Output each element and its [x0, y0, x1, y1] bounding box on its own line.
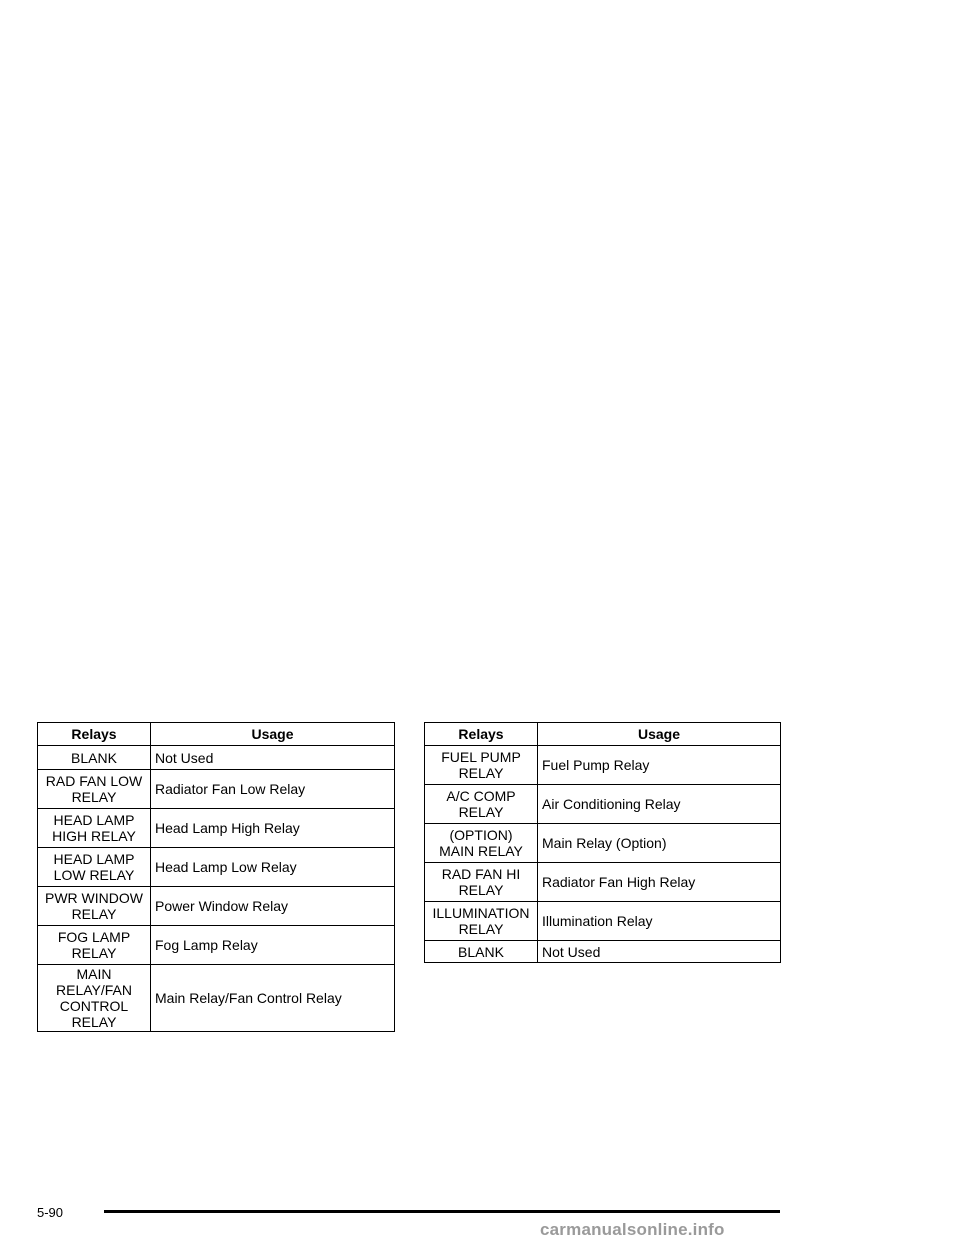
relay-name: FUEL PUMP RELAY — [425, 746, 538, 785]
relay-usage: Head Lamp High Relay — [151, 809, 395, 848]
relay-name: RAD FAN HI RELAY — [425, 863, 538, 902]
table-row — [425, 863, 781, 902]
table-header-row — [425, 723, 781, 746]
table-row — [425, 902, 781, 941]
relay-name: MAIN RELAY/FAN CONTROL RELAY — [38, 965, 151, 1032]
relay-name: BLANK — [425, 941, 538, 963]
relay-table-right — [424, 722, 781, 963]
relay-name: ILLUMINATION RELAY — [425, 902, 538, 941]
table-row — [425, 824, 781, 863]
table-row — [38, 887, 395, 926]
table-row — [38, 965, 395, 1032]
table-header-row — [38, 723, 395, 746]
page-number: 5-90 — [37, 1205, 64, 1220]
relay-usage: Not Used — [538, 941, 781, 963]
table-row — [38, 926, 395, 965]
relay-usage: Illumination Relay — [538, 902, 781, 941]
table-row — [38, 809, 395, 848]
relay-name: RAD FAN LOW RELAY — [38, 770, 151, 809]
table-row — [38, 746, 395, 770]
relay-name: PWR WINDOW RELAY — [38, 887, 151, 926]
header-relays: Relays — [38, 723, 151, 746]
table-row — [38, 848, 395, 887]
relay-name: HEAD LAMP LOW RELAY — [38, 848, 151, 887]
header-usage: Usage — [151, 723, 395, 746]
watermark[interactable]: carmanualsonline.info — [540, 1220, 725, 1239]
relay-usage: Fuel Pump Relay — [538, 746, 781, 785]
table-row — [38, 770, 395, 809]
footer-rule — [104, 1210, 780, 1213]
header-usage: Usage — [538, 723, 781, 746]
relay-name: A/C COMP RELAY — [425, 785, 538, 824]
header-relays: Relays — [425, 723, 538, 746]
relay-usage: Not Used — [151, 746, 395, 770]
table-row — [425, 941, 781, 963]
relay-usage: Radiator Fan High Relay — [538, 863, 781, 902]
relay-usage: Radiator Fan Low Relay — [151, 770, 395, 809]
table-row — [425, 746, 781, 785]
relay-usage: Main Relay (Option) — [538, 824, 781, 863]
table-row — [425, 785, 781, 824]
relay-usage: Head Lamp Low Relay — [151, 848, 395, 887]
relay-name: HEAD LAMP HIGH RELAY — [38, 809, 151, 848]
relay-name: BLANK — [38, 746, 151, 770]
relay-usage: Air Conditioning Relay — [538, 785, 781, 824]
relay-usage: Power Window Relay — [151, 887, 395, 926]
relay-usage: Fog Lamp Relay — [151, 926, 395, 965]
relay-table-left — [37, 722, 395, 1032]
relay-name: (OPTION) MAIN RELAY — [425, 824, 538, 863]
relay-usage: Main Relay/Fan Control Relay — [151, 965, 395, 1032]
relay-name: FOG LAMP RELAY — [38, 926, 151, 965]
